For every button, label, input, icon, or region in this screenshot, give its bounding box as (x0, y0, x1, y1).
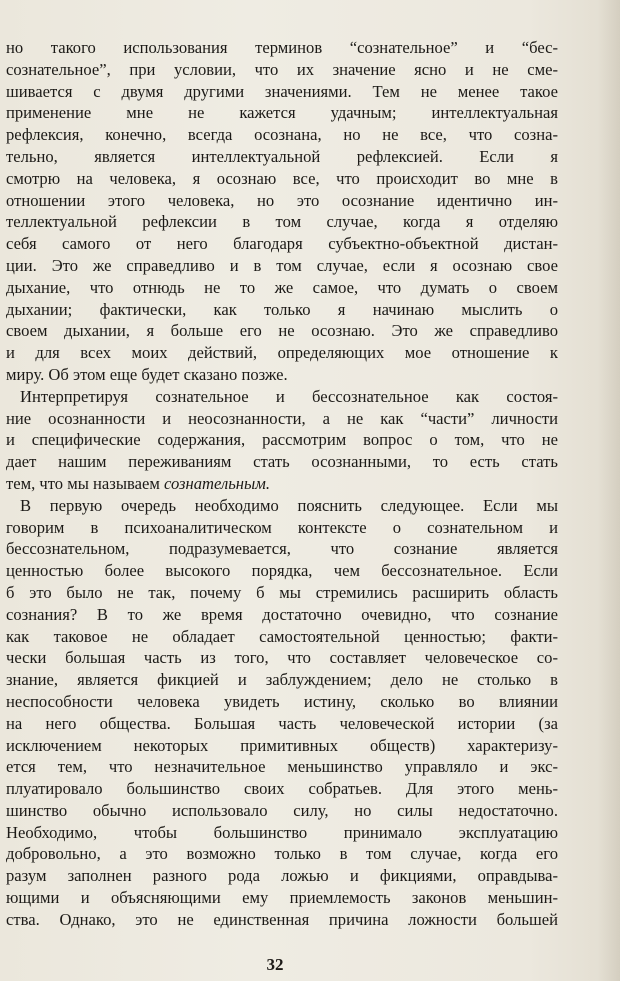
text-line: ценностью более высокого порядка, чем бессознательное. Если (6, 561, 558, 581)
text-line: смотрю на человека, я осознаю все, что происходит во мне в (6, 168, 558, 188)
text-line: Необходимо, чтобы большинство принимало эксплуатацию (6, 822, 558, 842)
text-line: сознания? В то же время достаточно очевидно, что сознание (6, 604, 558, 624)
text-line: дыхании; фактически, как только я начинаю мыслить о (6, 299, 558, 319)
text-line: Интерпретируя сознательное и бессознательное как состоя- (20, 386, 558, 406)
text-line: плуатировало большинство своих собратьев. Для этого мень- (6, 779, 558, 799)
text-line: дает нашим переживаниям стать осознанными, то есть стать (6, 452, 558, 472)
text-line: тельно, является интеллектуальной рефлексией. Если я (6, 146, 558, 166)
text-line: как таковое не обладает самостоятельной ценностью; факти- (6, 626, 558, 646)
text-line: и специфические содержания, рассмотрим вопрос о том, что не (6, 430, 558, 450)
text-line: ющими и объясняющими ему приемлемость законов меньшин- (6, 888, 558, 908)
text-line: бессознательном, подразумевается, что сознание является (6, 539, 558, 559)
text-line: знание, является фикцией и заблуждением; дело не столько в (6, 670, 558, 690)
body-text (6, 37, 558, 931)
text-line-with-emphasis (6, 473, 558, 495)
text-line: чески большая часть из того, что составляет человеческое со- (6, 648, 558, 668)
text-line: применение мне не кажется удачным; интеллектуальная (6, 103, 558, 123)
text-line: ства. Однако, это не единственная причина ложности большей (6, 909, 558, 929)
text-line: но такого использования терминов “сознательное” и “бес- (6, 38, 558, 57)
text-line: ется тем, что незначительное меньшинство управляло и экс- (6, 757, 558, 777)
text-line: отношении этого человека, но это осознание идентично ин- (6, 190, 558, 210)
text-run: тем, что мы называем (6, 473, 160, 493)
text-line: б это было не так, почему б мы стремились расширить область (6, 582, 558, 602)
text-line: неспособности человека увидеть истину, сколько во влиянии (6, 691, 558, 711)
text-line: теллектуальной рефлексии в том случае, когда я отделяю (6, 212, 558, 232)
text-line: шинство обычно использовало силу, но силы недостаточно. (6, 800, 558, 820)
text-line: разум заполнен разного рода ложью и фикциями, оправдыва- (6, 866, 558, 886)
page-edge-shadow (598, 0, 620, 981)
text-line: исключением некоторых примитивных обществ) характеризу- (6, 735, 558, 755)
paragraph-3 (6, 495, 558, 931)
text-line: ции. Это же справедливо и в том случае, если я осознаю свое (6, 255, 558, 275)
text-line: рефлексия, конечно, всегда осознана, но не все, что созна- (6, 125, 558, 145)
text-line: своем дыхании, я больше его не осознаю. Это же справедливо (6, 321, 558, 341)
paragraph-1 (6, 37, 558, 386)
text-line: шивается с двумя другими значениями. Тем не менее такое (6, 81, 558, 101)
emphasized-term: сознательным. (164, 473, 270, 493)
text-line: миру. Об этом еще будет сказано позже. (6, 364, 288, 384)
text-line: ние осознанности и неосознанности, а не как “части” личности (6, 408, 558, 428)
text-line: дыхание, что отнюдь не то же самое, что думать о своем (6, 277, 558, 297)
text-line: говорим в психоаналитическом контексте о сознательном и (6, 517, 558, 537)
page-number: 32 (266, 955, 284, 974)
text-line: на него общества. Большая часть человеческой истории (за (6, 713, 558, 733)
text-line: себя самого от него благодаря субъектно-объектной дистан- (6, 234, 558, 254)
paragraph-2 (6, 386, 558, 495)
text-line: и для всех моих действий, определяющих мое отношение к (6, 343, 558, 363)
text-line: В первую очередь необходимо пояснить следующее. Если мы (20, 495, 558, 515)
text-line: сознательное”, при условии, что их значение ясно и не сме- (6, 59, 558, 79)
text-line: добровольно, а это возможно только в том случае, когда его (6, 844, 558, 864)
